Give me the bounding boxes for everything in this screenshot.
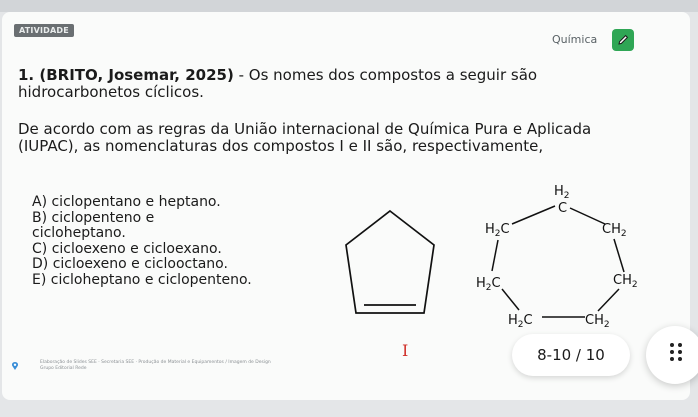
svg-text:CH2: $CH_2$ [613, 273, 638, 290]
option-e[interactable]: E) cicloheptano e ciclopenteno. [32, 271, 252, 288]
grip-dot [678, 343, 682, 347]
option-c[interactable]: C) cicloexeno e cicloexano. [32, 240, 222, 257]
svg-text:H2C: $H_2C$ [476, 276, 501, 293]
pencil-icon [616, 33, 630, 47]
answer-options [32, 195, 332, 288]
compound-1-cyclopentene [346, 211, 434, 313]
question-source: (BRITO, Josemar, 2025) [39, 66, 234, 84]
edit-button[interactable] [612, 29, 634, 51]
chemical-structures [330, 168, 660, 358]
location-pin-icon [10, 361, 20, 371]
svg-text:CH2: $CH_2$ [602, 222, 627, 239]
top-bar [0, 0, 698, 12]
footer-credits-line1: Elaboração de Slides SEE · Secretaria SEE · Produção de Material e Equipamentos / Imagem de Design [40, 360, 271, 365]
question-body: De acordo com as regras da União internacional de Química Pura e Aplicada (IUPAC), as nomenclaturas dos compostos I e II são, respectivamente, [18, 120, 592, 155]
question-number: 1. [18, 66, 35, 84]
svg-text:C: C [558, 201, 568, 216]
option-d[interactable]: D) cicloexeno e ciclooctano. [32, 256, 228, 272]
option-b-cont[interactable]: cicloheptano. [32, 225, 126, 241]
grip-dot [670, 350, 674, 354]
svg-text:H2: $H_2$ [554, 184, 570, 201]
grip-dot [670, 343, 674, 347]
question-title [18, 67, 658, 101]
grip-dot [670, 357, 674, 361]
footer-credits [40, 360, 370, 372]
question-intro: - Os nomes dos compostos a seguir são hidrocarbonetos cíclicos. [18, 66, 538, 101]
svg-text:CH2: $CH_2$ [585, 313, 610, 330]
compound-1-label: I [402, 341, 409, 358]
option-a[interactable]: A) ciclopentano e heptano. [32, 194, 221, 210]
page-indicator-button[interactable]: 8-10 / 10 [512, 334, 630, 376]
svg-text:H2C: $H_2C$ [485, 222, 510, 239]
activity-badge: ATIVIDADE [14, 24, 74, 37]
subject-label: Química [552, 33, 598, 46]
footer-credits-line2: Grupo Editorial Rede [40, 366, 87, 371]
grip-dot [678, 357, 682, 361]
svg-text:H2C: $H_2C$ [508, 313, 533, 330]
compound-2-groups [476, 184, 638, 330]
grip-dot [678, 350, 682, 354]
option-b[interactable]: B) ciclopenteno e [32, 209, 155, 226]
drag-handle-button[interactable] [646, 326, 698, 384]
